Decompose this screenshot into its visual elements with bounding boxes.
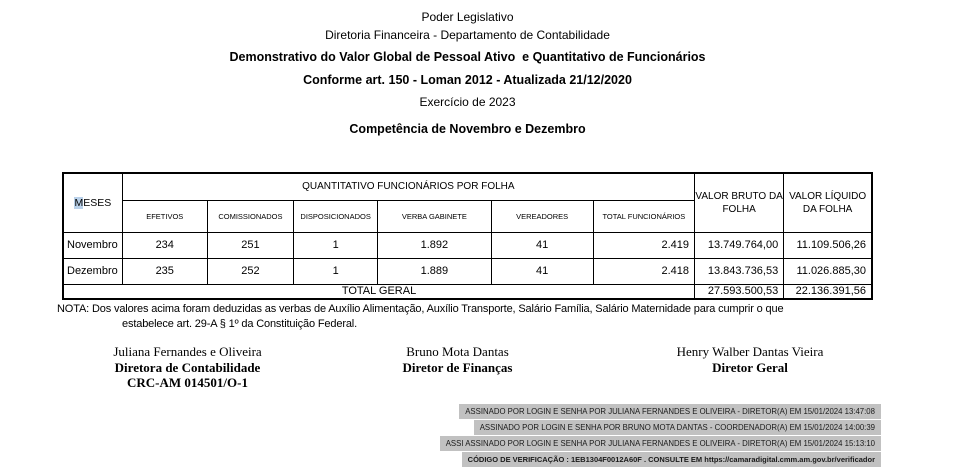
stamp-assinatura-1: ASSINADO POR LOGIN E SENHA POR JULIANA FERNANDES E OLIVEIRA - DIRETOR(A) EM 15/01/2024 13:47:08 [459, 404, 881, 419]
digital-signature-stamps [440, 404, 881, 468]
valor-liquido-column-header: VALOR LÍQUIDO DA FOLHA [784, 173, 872, 232]
col-header-verba-gabinete: VERBA GABINETE [378, 200, 491, 232]
col-header-total-funcionarios: TOTAL FUNCIONÁRIOS [593, 200, 694, 232]
cell-total-funcionarios: 2.418 [593, 258, 694, 284]
col-header-comissionados: COMISSIONADOS [207, 200, 293, 232]
stamp-assinatura-2: ASSINADO POR LOGIN E SENHA POR BRUNO MOTA DANTAS - COORDENADOR(A) EM 15/01/2024 14:00:39 [474, 420, 881, 435]
document-header [0, 6, 935, 136]
cell-mes: Novembro [63, 232, 122, 258]
cell-disposicionados: 1 [294, 232, 378, 258]
valor-bruto-column-header: VALOR BRUTO DA FOLHA [695, 173, 784, 232]
payroll-table [62, 172, 873, 300]
quantitativo-group-header: QUANTITATIVO FUNCIONÁRIOS POR FOLHA [122, 173, 694, 200]
cell-vereadores: 41 [491, 258, 593, 284]
signature-block-contabilidade [55, 344, 320, 391]
cell-efetivos: 234 [122, 232, 207, 258]
signature-block-financas [335, 344, 580, 375]
total-valor-bruto: 27.593.500,53 [695, 284, 784, 299]
meses-column-header [63, 173, 122, 232]
cell-verba-gabinete: 1.889 [378, 258, 491, 284]
cell-efetivos: 235 [122, 258, 207, 284]
cell-valor-bruto: 13.749.764,00 [695, 232, 784, 258]
cell-comissionados: 252 [207, 258, 293, 284]
cell-verba-gabinete: 1.892 [378, 232, 491, 258]
total-valor-liquido: 22.136.391,56 [784, 284, 872, 299]
col-header-efetivos: EFETIVOS [122, 200, 207, 232]
signatory-role: Diretora de Contabilidade [114, 359, 261, 375]
header-fiscal-year: Exercício de 2023 [419, 95, 516, 109]
nota-line-1: NOTA: Dos valores acima foram deduzidas as verbas de Auxílio Alimentação, Auxílio Transporte, Salário Família, Salário Maternidade para cumprir o que [57, 303, 784, 315]
table-row-novembro [63, 232, 872, 258]
signatory-name: Bruno Mota Dantas [406, 344, 509, 359]
signatory-role: Diretor Geral [712, 359, 788, 375]
cell-comissionados: 251 [207, 232, 293, 258]
meses-header-rest: ESES [83, 196, 112, 209]
header-org-line: Poder Legislativo [421, 10, 514, 24]
signature-block-geral [625, 344, 875, 375]
signatory-crc: CRC-AM 014501/O-1 [127, 375, 248, 390]
nota-line-2: estabelece art. 29-A § 1º da Constituição Federal. [122, 318, 357, 330]
nota-footnote [57, 302, 857, 332]
cell-disposicionados: 1 [294, 258, 378, 284]
cell-total-funcionarios: 2.419 [593, 232, 694, 258]
header-document-title: Demonstrativo do Valor Global de Pessoal Ativo e Quantitativo de Funcionários [229, 50, 706, 64]
cell-valor-liquido: 11.026.885,30 [784, 258, 872, 284]
total-geral-label: TOTAL GERAL [63, 284, 695, 299]
signatory-name: Henry Walber Dantas Vieira [676, 344, 824, 359]
table-row-dezembro [63, 258, 872, 284]
search-highlight: M [74, 196, 84, 209]
signatory-name: Juliana Fernandes e Oliveira [113, 344, 262, 359]
cell-vereadores: 41 [491, 232, 593, 258]
header-competencia: Competência de Novembro e Dezembro [349, 122, 586, 136]
cell-valor-liquido: 11.109.506,26 [784, 232, 872, 258]
col-header-vereadores: VEREADORES [491, 200, 593, 232]
table-row-total [63, 284, 872, 299]
header-legal-reference: Conforme art. 150 - Loman 2012 - Atualizada 21/12/2020 [303, 73, 632, 87]
stamp-assinatura-3: ASSI ASSINADO POR LOGIN E SENHA POR JULIANA FERNANDES E OLIVEIRA - DIRETOR(A) EM 15/01/2024 15:13:10 [440, 436, 881, 451]
header-department-line: Diretoria Financeira - Departamento de Contabilidade [325, 28, 610, 42]
stamp-codigo-verificacao: CÓDIGO DE VERIFICAÇÃO : 1EB1304F0012A60F . CONSULTE EM https://camaradigital.cmm.am.gov.br/verificador [462, 452, 881, 467]
signatory-role: Diretor de Finanças [402, 359, 513, 375]
cell-mes: Dezembro [63, 258, 122, 284]
cell-valor-bruto: 13.843.736,53 [695, 258, 784, 284]
col-header-disposicionados: DISPOSICIONADOS [294, 200, 378, 232]
